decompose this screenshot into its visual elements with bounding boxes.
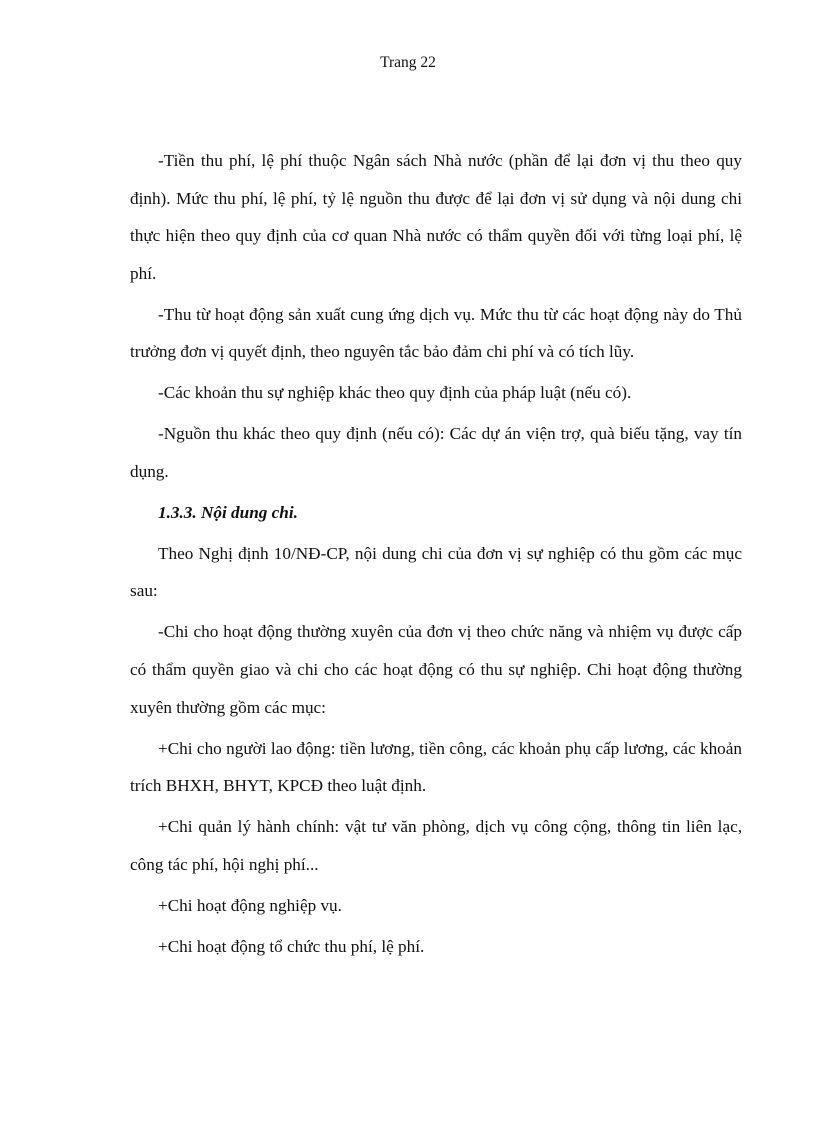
paragraph-decree-intro: Theo Nghị định 10/NĐ-CP, nội dung chi của đơn vị sự nghiệp có thu gồm các mục sau: [130, 543, 742, 601]
paragraph-service-revenue: -Thu từ hoạt động sản xuất cung ứng dịch vụ. Mức thu từ các hoạt động này do Thủ trưởng đơn vị quyết định, theo nguyên tắc bảo đảm chi phí và có tích lũy. [130, 304, 742, 362]
paragraph-labor-expenditure: +Chi cho người lao động: tiền lương, tiền công, các khoản phụ cấp lương, các khoản trích BHXH, BHYT, KPCĐ theo luật định. [130, 738, 742, 796]
section-heading-expenditure: 1.3.3. Nội dung chi. [158, 502, 298, 522]
paragraph-other-revenue: -Nguồn thu khác theo quy định (nếu có): Các dự án viện trợ, quà biếu tặng, vay tín dụng. [130, 424, 742, 481]
paragraph-fee-revenue: -Tiền thu phí, lệ phí thuộc Ngân sách Nhà nước (phần để lại đơn vị thu theo quy định). Mức thu phí, lệ phí, tỷ lệ nguồn thu được để lại đơn vị sử dụng và nội dung chi thực hiện theo quy định của cơ quan Nhà nước có thẩm quyền đối với từng loại phí, lệ phí. [130, 151, 742, 283]
paragraph-regular-expenditure: -Chi cho hoạt động thường xuyên của đơn vị theo chức năng và nhiệm vụ được cấp có thẩm quyền giao và chi cho các hoạt động có thu sự nghiệp. Chi hoạt động thường xuyên thường gồm các mục: [130, 622, 742, 717]
page-number-header: Trang 22 [380, 54, 436, 71]
paragraph-professional-expenditure: +Chi hoạt động nghiệp vụ. [158, 895, 342, 915]
document-body [130, 142, 742, 969]
paragraph-other-career-revenue: -Các khoản thu sự nghiệp khác theo quy định của pháp luật (nếu có). [158, 383, 632, 403]
paragraph-admin-expenditure: +Chi quản lý hành chính: vật tư văn phòng, dịch vụ công cộng, thông tin liên lạc, công tác phí, hội nghị phí... [130, 817, 742, 874]
paragraph-fee-collection-expenditure: +Chi hoạt động tổ chức thu phí, lệ phí. [158, 936, 425, 956]
